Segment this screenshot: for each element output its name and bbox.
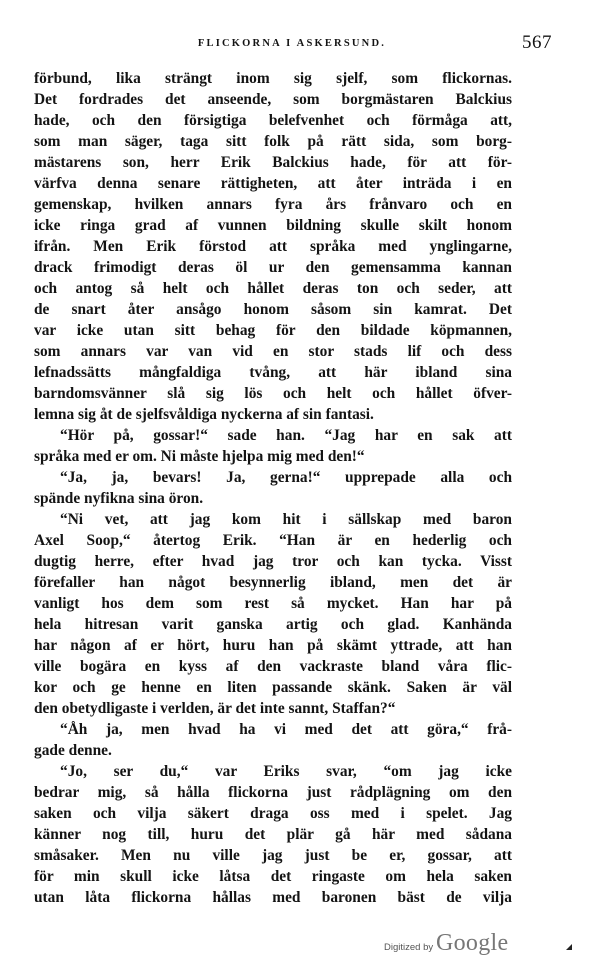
text-line: ifrån. Men Erik förstod att språka med ynglingarne, [34,238,512,255]
text-line: bedrar mig, så hålla flickorna just rådplägning om den [34,784,512,801]
watermark-brand: Google [436,930,509,956]
text-line: och antog så helt och hållet deras ton och seder, att [34,280,512,297]
running-title: FLICKORNA I ASKERSUND. [197,38,387,49]
text-line: småsaker. Men nu ville jag just be er, gossar, att [34,847,512,864]
text-line: “Jo, ser du,“ var Eriks svar, “om jag icke [60,763,512,780]
text-line: språka med er om. Ni måste hjelpa mig med den!“ [34,448,365,465]
body-text [34,68,512,908]
text-line: Axel Soop,“ återtog Erik. “Han är en hederlig och [34,532,512,549]
text-line: har någon af er hört, huru han på skämt yttrade, att han [34,637,512,654]
text-line: den obetydligaste i verlden, är det inte sannt, Staffan?“ [34,700,396,717]
text-line: hade, och den försigtiga belefvenhet och förmåga att, [34,112,512,129]
text-line: spände nyfikna sina öron. [34,490,204,507]
text-line: lemna sig åt de sjelfsvåldiga nyckerna af sin fantasi. [34,406,374,423]
text-line: var icke utan sitt behag för den bildade köpmannen, [34,322,512,339]
text-line: de snart åter ansågo honom såsom sin kamrat. Det [34,301,512,318]
text-line: “Åh ja, men hvad ha vi med det att göra,“ frå- [60,721,512,738]
text-line: vanligt hos dem som rest så mycket. Han har på [34,595,512,612]
text-line: “Ni vet, att jag kom hit i sällskap med baron [60,511,512,528]
text-line: gemenskap, hvilken annars fyra års frånvaro och en [34,196,512,213]
text-line: icke ringa grad af vunnen bildning skulle skilt honom [34,217,512,234]
page-header [32,32,552,58]
watermark-prefix: Digitized by [384,942,434,953]
corner-triangle-icon [566,944,572,950]
text-line: drack frimodigt deras öl ur den gemensamma kannan [34,259,512,276]
text-line: kor och ge henne en liten passande skänk. Saken är väl [34,679,512,696]
text-line: förbund, lika strängt inom sig sjelf, som flickornas. [34,70,512,87]
text-line: utan låta flickorna hållas med baronen bäst de vilja [34,889,512,906]
text-line: som annars var van vid en stor stads lif och dess [34,343,512,360]
text-line: mästarens son, herr Erik Balckius hade, för att för- [34,154,512,171]
text-line: barndomsvänner slå sig lös och helt och hållet öfver- [34,385,512,402]
page-number: 567 [522,32,552,53]
text-line: gade denne. [34,742,112,759]
text-line: Det fordrades det anseende, som borgmästaren Balckius [34,91,512,108]
text-line: som man säger, taga sitt folk på rätt sida, som borg- [34,133,512,150]
text-line: dugtig herre, efter hvad jag tror och kan tycka. Visst [34,553,512,570]
text-line: “Ja, ja, bevars! Ja, gerna!“ upprepade alla och [60,469,512,486]
text-line: lefnadssätts mångfaldiga tvång, att här ibland sina [34,364,512,381]
text-line: saken och vilja säkert draga oss med i spelet. Jag [34,805,512,822]
text-line: värfva denna senare rättigheten, att åter inträda i en [34,175,512,192]
text-line: förefaller han något besynnerlig ibland, men det är [34,574,512,591]
text-line: för min skull icke låtsa det ringaste om hela saken [34,868,512,885]
text-line: “Hör på, gossar!“ sade han. “Jag har en sak att [60,427,512,444]
digitized-watermark [384,930,524,958]
text-line: ville bogära en kyss af den vackraste bland våra flic- [34,658,512,675]
text-line: hela hitresan varit ganska artig och glad. Kanhända [34,616,512,633]
text-line: känner nog till, huru det plär gå här med sådana [34,826,512,843]
